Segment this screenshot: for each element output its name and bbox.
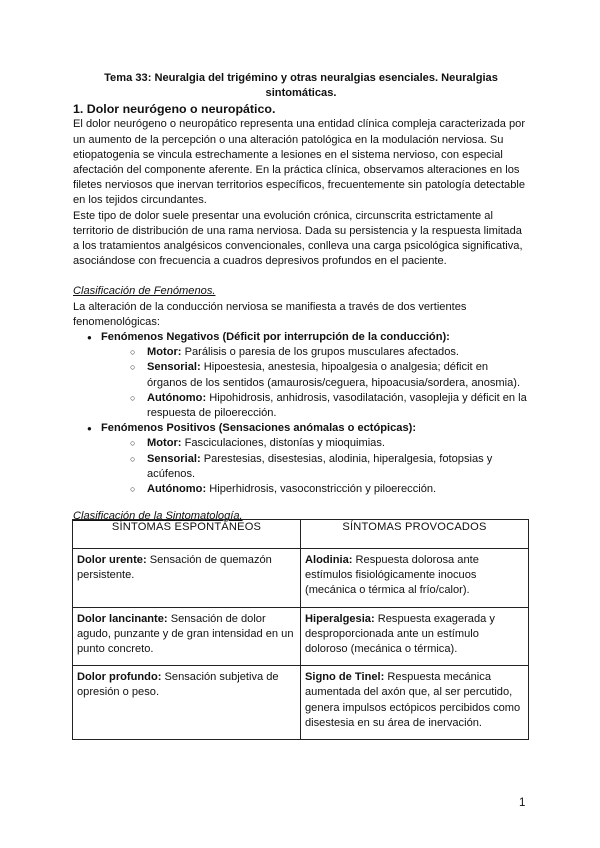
item-text: Hipohidrosis, anhidrosis, vasodilatación, vasoplejia y déficit en la respuesta de piloerección. — [147, 391, 527, 420]
table-header-row — [73, 520, 529, 549]
item-text: Hipoestesia, anestesia, hipoalgesia o analgesia; déficit en órganos de los sentidos (amaurosis/ceguera, hipoacusia/sordera, anosmia). — [147, 361, 521, 389]
table-cell — [73, 607, 301, 666]
cell-term: Alodinia: — [305, 554, 353, 566]
subheading-phenomena: Clasificación de Fenómenos. — [73, 285, 216, 298]
cell-text: Sensación de dolor agudo, punzante y de gran intensidad en un punto concreto. — [77, 612, 294, 656]
table-cell — [301, 666, 529, 740]
table-row — [73, 666, 529, 740]
list-item — [101, 360, 529, 390]
item-text: Hiperhidrosis, vasoconstricción y piloerección. — [206, 483, 437, 496]
page-number: 1 — [519, 797, 526, 809]
cell-term: Dolor lancinante: — [77, 612, 168, 625]
item-term: Motor: — [147, 437, 182, 450]
section-heading: 1. Dolor neurógeno o neuropático. — [73, 102, 276, 117]
subitem-list — [101, 345, 529, 421]
category-label: Fenómenos Negativos (Déficit por interrupción de la conducción): — [101, 331, 450, 344]
document-title: Tema 33: Neuralgia del trigémino y otras neuralgias esenciales. Neuralgias sintomáticas. — [104, 72, 498, 100]
symptoms-table — [72, 519, 529, 740]
header-provoked: SÍNTOMAS PROVOCADOS — [301, 520, 529, 549]
cell-term: Dolor profundo: — [77, 671, 162, 684]
item-text: Fasciculaciones, distonías y mioquimias. — [181, 437, 385, 450]
paragraph: El dolor neurógeno o neuropático representa una entidad clínica compleja caracterizada por un aumento de la percepción o una alteración patológica en la modulación nerviosa. Su etiopatogenia se vincula estrechamente a lesiones en el sistema nervioso, con especial afectación del componente aferente. En la práctica clínica, observamos alteraciones en los filetes nerviosos que inervan territorios específicos, frecuentemente sin patología detectable en los tejidos circundantes. — [73, 118, 526, 207]
table-cell — [301, 549, 529, 608]
table-cell — [73, 666, 301, 740]
item-text: Parálisis o paresia de los grupos musculares afectados. — [181, 346, 460, 359]
header-spontaneous: SÍNTOMAS ESPONTÁNEOS — [73, 520, 301, 549]
item-term: Autónomo: — [147, 483, 207, 496]
item-text: Parestesias, disestesias, alodinia, hiperalgesia, fotopsias y acúfenos. — [147, 452, 493, 480]
list-item — [101, 482, 529, 497]
cell-text: Sensación subjetiva de opresión o peso. — [77, 671, 279, 699]
table-cell — [73, 549, 301, 608]
category-label: Fenómenos Positivos (Sensaciones anómalas o ectópicas): — [101, 422, 417, 435]
cell-text: Respuesta exagerada y desproporcionada ante un estímulo doloroso (mecánica o térmica). — [305, 612, 495, 656]
document-body — [73, 71, 529, 524]
item-term: Sensorial: — [147, 361, 201, 374]
list-item — [101, 452, 529, 482]
intro-text: La alteración de la conducción nerviosa se manifiesta a través de dos vertientes fenomenológicas: — [73, 300, 467, 328]
subitem-list — [101, 436, 529, 497]
cell-text: Respuesta dolorosa ante estímulos fisiológicamente inocuos (mecánica o térmica al frío/calor). — [305, 554, 479, 597]
table-row — [73, 549, 529, 608]
table-cell — [301, 607, 529, 666]
table-row — [73, 607, 529, 666]
list-item — [101, 345, 529, 360]
phenomena-list — [73, 330, 529, 497]
cell-text: Sensación de quemazón persistente. — [77, 554, 272, 582]
item-term: Motor: — [147, 346, 182, 359]
category-negative — [73, 330, 529, 421]
paragraph: Este tipo de dolor suele presentar una evolución crónica, circunscrita estrictamente al territorio de distribución de una rama nerviosa. Dada su persistencia y la respuesta limitada a los tratamientos analgésicos convencionales, conlleva una carga psicológica significativa, asociándose con frecuencia a cuadros depresivos profundos en el paciente. — [73, 209, 523, 268]
cell-term: Hiperalgesia: — [305, 612, 375, 625]
cell-term: Dolor urente: — [77, 554, 147, 566]
list-item — [101, 436, 529, 451]
item-term: Sensorial: — [147, 452, 201, 465]
category-positive — [73, 421, 529, 497]
cell-text: Respuesta mecánica aumentada del axón que, al ser percutido, genera impulsos ectópicos percibidos como disestesia en su área de inervación. — [305, 671, 521, 729]
cell-term: Signo de Tinel: — [305, 671, 385, 684]
list-item — [101, 391, 529, 421]
item-term: Autónomo: — [147, 391, 207, 404]
subheading-symptoms: Clasificación de la Sintomatología. — [73, 510, 243, 523]
